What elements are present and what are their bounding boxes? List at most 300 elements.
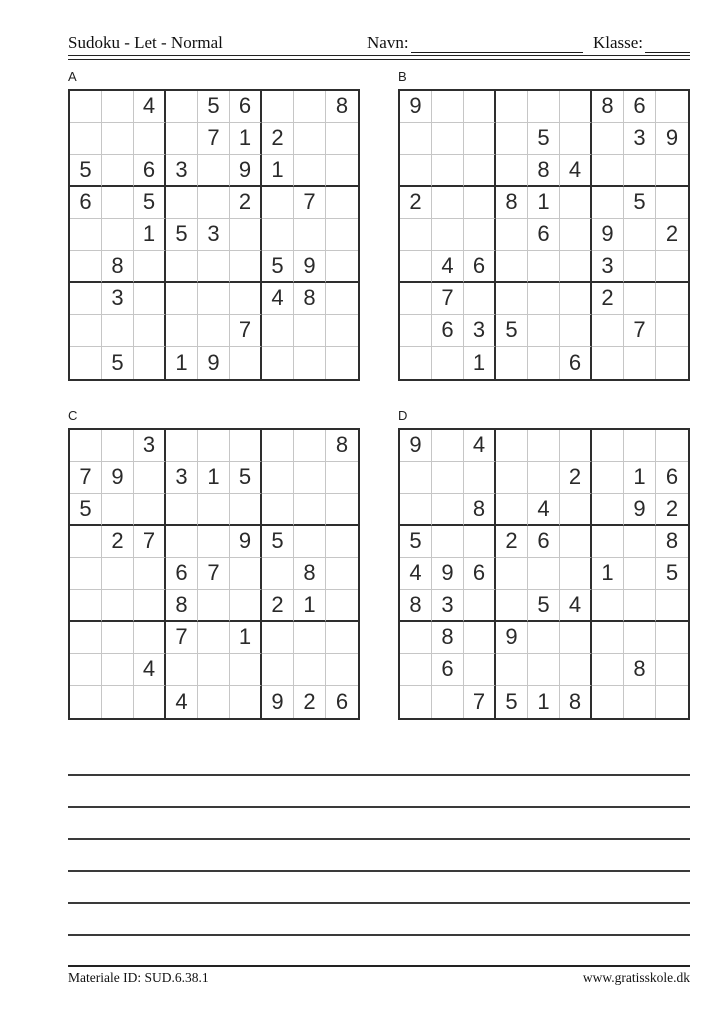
sudoku-cell: [294, 494, 326, 526]
sudoku-cell: [166, 315, 198, 347]
sudoku-cell: [592, 686, 624, 718]
sudoku-cell: [560, 430, 592, 462]
sudoku-cell: [70, 558, 102, 590]
sudoku-cell: [102, 123, 134, 155]
sudoku-cell: [432, 347, 464, 379]
sudoku-cell: [624, 430, 656, 462]
sudoku-cell: 1: [624, 462, 656, 494]
sudoku-cell: 5: [528, 590, 560, 622]
sudoku-cell: 1: [230, 123, 262, 155]
sudoku-cell: 8: [624, 654, 656, 686]
sudoku-cell: 6: [464, 251, 496, 283]
sudoku-cell: [326, 251, 358, 283]
sudoku-cell: [464, 155, 496, 187]
sudoku-cell: 8: [432, 622, 464, 654]
sudoku-cell: [326, 187, 358, 219]
sudoku-cell: [166, 526, 198, 558]
sudoku-cell: [432, 430, 464, 462]
sudoku-cell: 4: [400, 558, 432, 590]
sudoku-cell: 3: [134, 430, 166, 462]
sudoku-cell: [656, 590, 688, 622]
sudoku-cell: [624, 686, 656, 718]
sudoku-cell: [294, 622, 326, 654]
sudoku-cell: 3: [166, 462, 198, 494]
sudoku-cell: [656, 251, 688, 283]
sudoku-cell: [496, 347, 528, 379]
sudoku-cell: [230, 494, 262, 526]
sudoku-cell: 2: [102, 526, 134, 558]
sudoku-cell: [400, 155, 432, 187]
sudoku-cell: [432, 462, 464, 494]
sudoku-cell: 5: [656, 558, 688, 590]
sudoku-cell: [102, 558, 134, 590]
sudoku-cell: 8: [592, 91, 624, 123]
sudoku-cell: [560, 315, 592, 347]
sudoku-cell: 4: [560, 590, 592, 622]
sudoku-cell: [134, 686, 166, 718]
sudoku-cell: [230, 347, 262, 379]
sudoku-cell: [134, 494, 166, 526]
sudoku-cell: [560, 123, 592, 155]
sudoku-cell: 5: [70, 155, 102, 187]
sudoku-cell: [560, 251, 592, 283]
sudoku-cell: [198, 622, 230, 654]
sudoku-cell: [592, 590, 624, 622]
writing-line: [68, 870, 690, 872]
sudoku-cell: [230, 251, 262, 283]
sudoku-cell: [70, 251, 102, 283]
name-field: [367, 33, 583, 53]
sudoku-puzzle-a: [68, 70, 360, 381]
sudoku-cell: [326, 590, 358, 622]
sudoku-cell: [198, 526, 230, 558]
sudoku-cell: 1: [464, 347, 496, 379]
sudoku-cell: [528, 251, 560, 283]
sudoku-cell: [102, 155, 134, 187]
sudoku-cell: [230, 283, 262, 315]
sudoku-cell: [230, 430, 262, 462]
header-double-rule: [68, 55, 690, 60]
sudoku-cell: [624, 155, 656, 187]
sudoku-cell: [528, 347, 560, 379]
sudoku-cell: [166, 187, 198, 219]
sudoku-cell: [528, 462, 560, 494]
puzzle-label-a: A: [68, 68, 77, 84]
writing-line: [68, 774, 690, 776]
sudoku-cell: 5: [134, 187, 166, 219]
sudoku-cell: [262, 187, 294, 219]
sudoku-cell: 8: [528, 155, 560, 187]
class-field: [593, 33, 690, 53]
sudoku-cell: 1: [528, 187, 560, 219]
sudoku-cell: [560, 526, 592, 558]
sudoku-cell: 6: [528, 526, 560, 558]
sudoku-cell: 3: [102, 283, 134, 315]
sudoku-cell: [400, 283, 432, 315]
sudoku-cell: [262, 654, 294, 686]
sudoku-cell: [102, 654, 134, 686]
sudoku-cell: [70, 622, 102, 654]
class-blank-line: [645, 39, 690, 53]
sudoku-cell: [624, 622, 656, 654]
sudoku-cell: 7: [294, 187, 326, 219]
sudoku-cell: [326, 526, 358, 558]
sudoku-cell: 4: [262, 283, 294, 315]
sudoku-cell: [326, 494, 358, 526]
sudoku-grid-b: [398, 89, 690, 381]
writing-line: [68, 934, 690, 936]
sudoku-cell: 9: [496, 622, 528, 654]
sudoku-cell: [592, 155, 624, 187]
writing-line: [68, 838, 690, 840]
sudoku-cell: [656, 654, 688, 686]
sudoku-cell: 7: [432, 283, 464, 315]
sudoku-cell: 8: [496, 187, 528, 219]
sudoku-cell: 7: [166, 622, 198, 654]
sudoku-cell: 7: [624, 315, 656, 347]
sudoku-cell: [496, 251, 528, 283]
sudoku-cell: [400, 494, 432, 526]
sudoku-cell: [496, 558, 528, 590]
sudoku-cell: [400, 686, 432, 718]
sudoku-cell: [592, 622, 624, 654]
sudoku-cell: [400, 462, 432, 494]
sudoku-cell: 8: [560, 686, 592, 718]
sudoku-cell: [528, 558, 560, 590]
sudoku-cell: [432, 526, 464, 558]
sudoku-cell: [294, 315, 326, 347]
sudoku-cell: 7: [464, 686, 496, 718]
sudoku-cell: 5: [496, 686, 528, 718]
sudoku-cell: 8: [326, 91, 358, 123]
sudoku-cell: [656, 622, 688, 654]
sudoku-cell: 3: [592, 251, 624, 283]
sudoku-cell: [166, 251, 198, 283]
sudoku-cell: [166, 494, 198, 526]
sudoku-cell: 5: [624, 187, 656, 219]
sudoku-cell: [496, 494, 528, 526]
sudoku-cell: [294, 347, 326, 379]
sudoku-cell: 7: [198, 558, 230, 590]
sudoku-cell: [198, 430, 230, 462]
sudoku-cell: 1: [198, 462, 230, 494]
sudoku-cell: [134, 123, 166, 155]
sudoku-cell: 3: [464, 315, 496, 347]
sudoku-cell: [230, 590, 262, 622]
name-blank-line: [411, 39, 583, 53]
sudoku-cell: [262, 558, 294, 590]
material-id: Materiale ID: SUD.6.38.1: [68, 969, 209, 985]
sudoku-cell: [70, 590, 102, 622]
sudoku-cell: [294, 654, 326, 686]
sudoku-cell: [656, 315, 688, 347]
sudoku-cell: [294, 123, 326, 155]
sudoku-cell: [166, 654, 198, 686]
sudoku-cell: 1: [294, 590, 326, 622]
sudoku-cell: [102, 686, 134, 718]
sudoku-cell: [496, 283, 528, 315]
sudoku-cell: [166, 283, 198, 315]
sudoku-cell: [70, 91, 102, 123]
sudoku-cell: 2: [262, 123, 294, 155]
sudoku-cell: [166, 123, 198, 155]
sudoku-cell: 6: [230, 91, 262, 123]
sudoku-cell: 9: [102, 462, 134, 494]
sudoku-cell: [656, 347, 688, 379]
sudoku-cell: 3: [624, 123, 656, 155]
sudoku-cell: 1: [528, 686, 560, 718]
sudoku-cell: 5: [262, 251, 294, 283]
sudoku-puzzle-c: [68, 409, 360, 720]
sudoku-cell: [432, 219, 464, 251]
sudoku-cell: [198, 686, 230, 718]
sudoku-cell: [528, 315, 560, 347]
sudoku-cell: 4: [134, 654, 166, 686]
sudoku-cell: [624, 219, 656, 251]
sudoku-cell: [166, 430, 198, 462]
sudoku-cell: [560, 187, 592, 219]
sudoku-cell: [432, 494, 464, 526]
sudoku-cell: [400, 654, 432, 686]
sudoku-cell: [496, 155, 528, 187]
sudoku-cell: [326, 123, 358, 155]
sudoku-cell: [656, 155, 688, 187]
sudoku-cell: [198, 155, 230, 187]
header: [68, 33, 690, 53]
sudoku-cell: 9: [656, 123, 688, 155]
sudoku-cell: 8: [102, 251, 134, 283]
sudoku-cell: [528, 430, 560, 462]
sudoku-cell: [592, 347, 624, 379]
sudoku-cell: [70, 123, 102, 155]
sudoku-cell: [326, 155, 358, 187]
puzzle-row-bottom: [68, 409, 690, 720]
sudoku-cell: [326, 347, 358, 379]
sudoku-cell: [560, 558, 592, 590]
sudoku-cell: [326, 315, 358, 347]
sudoku-cell: [198, 494, 230, 526]
sudoku-cell: 6: [70, 187, 102, 219]
sudoku-cell: 2: [656, 494, 688, 526]
sudoku-cell: [70, 283, 102, 315]
sudoku-cell: 5: [496, 315, 528, 347]
sudoku-cell: 1: [592, 558, 624, 590]
sudoku-cell: [102, 430, 134, 462]
sudoku-cell: [230, 686, 262, 718]
sudoku-cell: [624, 347, 656, 379]
sudoku-cell: 2: [656, 219, 688, 251]
sudoku-cell: [496, 654, 528, 686]
sudoku-cell: [592, 430, 624, 462]
sudoku-cell: 1: [230, 622, 262, 654]
sudoku-cell: 1: [166, 347, 198, 379]
sudoku-grid-d: [398, 428, 690, 720]
sudoku-cell: [624, 526, 656, 558]
sudoku-cell: [326, 462, 358, 494]
sudoku-cell: [262, 219, 294, 251]
sudoku-cell: [592, 462, 624, 494]
sudoku-cell: 9: [624, 494, 656, 526]
sudoku-cell: [656, 187, 688, 219]
sudoku-cell: [592, 526, 624, 558]
sudoku-cell: 9: [198, 347, 230, 379]
sudoku-cell: [134, 283, 166, 315]
sudoku-cell: 9: [230, 155, 262, 187]
sudoku-cell: 3: [198, 219, 230, 251]
sudoku-cell: [262, 494, 294, 526]
sudoku-cell: [294, 155, 326, 187]
sudoku-cell: [134, 347, 166, 379]
sudoku-cell: [592, 123, 624, 155]
sudoku-cell: [70, 686, 102, 718]
sudoku-cell: 1: [262, 155, 294, 187]
sudoku-cell: [294, 526, 326, 558]
sudoku-cell: 5: [528, 123, 560, 155]
sudoku-cell: 8: [326, 430, 358, 462]
sudoku-cell: 6: [432, 654, 464, 686]
sudoku-cell: [464, 283, 496, 315]
sudoku-cell: [592, 494, 624, 526]
sudoku-cell: [560, 622, 592, 654]
sudoku-grid-c: [68, 428, 360, 720]
sudoku-cell: [400, 622, 432, 654]
sudoku-cell: 6: [656, 462, 688, 494]
sudoku-cell: [464, 462, 496, 494]
sudoku-cell: [496, 91, 528, 123]
sudoku-cell: [70, 347, 102, 379]
sudoku-cell: [560, 494, 592, 526]
sudoku-cell: 9: [592, 219, 624, 251]
sudoku-cell: [656, 686, 688, 718]
sudoku-cell: 5: [102, 347, 134, 379]
sudoku-cell: 8: [166, 590, 198, 622]
sudoku-puzzle-b: [398, 70, 690, 381]
sudoku-cell: 8: [656, 526, 688, 558]
sudoku-cell: [400, 219, 432, 251]
sudoku-cell: 6: [432, 315, 464, 347]
sudoku-cell: [528, 91, 560, 123]
sudoku-cell: [294, 462, 326, 494]
sudoku-cell: [528, 283, 560, 315]
footer: [68, 965, 690, 986]
sudoku-cell: 6: [335, 688, 349, 714]
sudoku-cell: 5: [198, 91, 230, 123]
sudoku-cell: [496, 462, 528, 494]
sudoku-cell: 2: [560, 462, 592, 494]
sudoku-cell: [528, 654, 560, 686]
class-label: Klasse:: [592, 33, 643, 52]
sudoku-cell: [560, 219, 592, 251]
sudoku-cell: [400, 251, 432, 283]
sudoku-cell: 5: [262, 526, 294, 558]
sudoku-cell: [134, 590, 166, 622]
sudoku-cell: [294, 430, 326, 462]
puzzle-row-top: [68, 70, 690, 381]
sudoku-cell: [134, 622, 166, 654]
sudoku-cell: [262, 347, 294, 379]
sudoku-cell: 3: [166, 155, 198, 187]
sudoku-cell: 5: [400, 526, 432, 558]
sudoku-cell: [432, 123, 464, 155]
sudoku-cell: [656, 283, 688, 315]
sudoku-cell: [70, 526, 102, 558]
sudoku-cell: 9: [294, 251, 326, 283]
sudoku-cell: [592, 187, 624, 219]
sudoku-cell: [262, 462, 294, 494]
name-label: Navn:: [367, 33, 409, 52]
sudoku-cell: [70, 430, 102, 462]
sudoku-cell: [656, 91, 688, 123]
writing-line: [68, 902, 690, 904]
writing-line: [68, 806, 690, 808]
sudoku-cell: [230, 558, 262, 590]
sudoku-cell: [198, 590, 230, 622]
sudoku-cell: 4: [134, 91, 166, 123]
sudoku-cell: [560, 91, 592, 123]
sudoku-cell: 4: [432, 251, 464, 283]
sudoku-cell: [326, 654, 358, 686]
sudoku-cell: 9: [230, 526, 262, 558]
sudoku-cell: 8: [464, 494, 496, 526]
sudoku-cell: [166, 91, 198, 123]
sudoku-cell: [400, 315, 432, 347]
sudoku-cell: [134, 558, 166, 590]
sudoku-cell: 5: [166, 219, 198, 251]
sudoku-cell: 7: [134, 526, 166, 558]
sudoku-cell: [262, 315, 294, 347]
sudoku-cell: 4: [166, 686, 198, 718]
sudoku-cell: [496, 590, 528, 622]
puzzle-label-c: C: [68, 407, 78, 423]
writing-lines: [68, 774, 690, 936]
sudoku-cell: 2: [262, 590, 294, 622]
sudoku-cell: 2: [592, 283, 624, 315]
sudoku-cell: [102, 622, 134, 654]
sudoku-cell: [326, 558, 358, 590]
sudoku-cell: [326, 219, 358, 251]
sudoku-cell: 4: [528, 494, 560, 526]
website-url: www.gratisskole.dk: [582, 969, 690, 985]
sudoku-cell: [102, 494, 134, 526]
sudoku-cell: [230, 654, 262, 686]
sudoku-cell: [326, 622, 358, 654]
sudoku-cell: [496, 430, 528, 462]
sudoku-cell: [294, 91, 326, 123]
sudoku-cell: 6: [560, 347, 592, 379]
sudoku-cell: 8: [294, 283, 326, 315]
sudoku-cell: [592, 315, 624, 347]
sudoku-cell: [102, 315, 134, 347]
sudoku-cell: [464, 622, 496, 654]
sudoku-cell: [400, 347, 432, 379]
sudoku-cell: [198, 283, 230, 315]
puzzle-label-b: B: [398, 68, 407, 84]
sudoku-cell: [528, 622, 560, 654]
sudoku-cell: 6: [464, 558, 496, 590]
sudoku-cell: 9: [432, 558, 464, 590]
sudoku-cell: 8: [294, 558, 326, 590]
sudoku-cell: 9: [400, 430, 432, 462]
sudoku-cell: 6: [134, 155, 166, 187]
sudoku-cell: [102, 187, 134, 219]
sudoku-cell: 2: [230, 187, 262, 219]
sudoku-cell: 9: [262, 686, 294, 718]
sudoku-cell: [70, 654, 102, 686]
sudoku-cell: [400, 123, 432, 155]
sudoku-cell: [134, 462, 166, 494]
sudoku-cell: 4: [560, 155, 592, 187]
sudoku-cell: [70, 315, 102, 347]
